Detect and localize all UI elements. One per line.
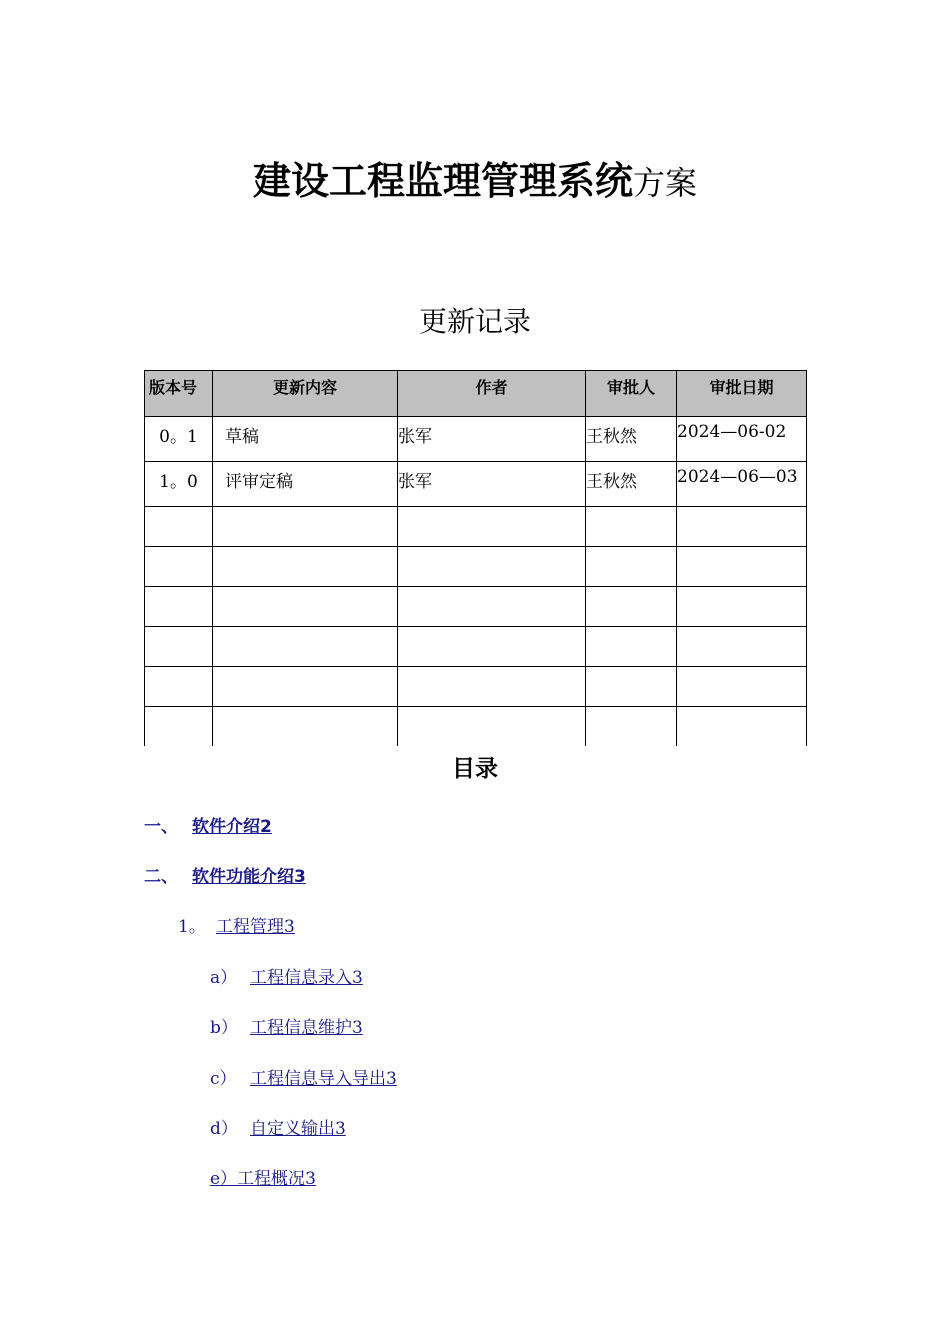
empty-cell [398,507,586,547]
toc-number: 一、 [144,817,178,837]
toc-number: d） [210,1119,238,1139]
empty-cell [586,507,677,547]
empty-table-row [145,667,807,707]
document-title-main: 建设工程监理管理系统 [252,159,633,203]
cell-approver: 王秋然 [586,462,677,507]
toc-page: 3 [352,1018,363,1038]
empty-cell [586,707,677,747]
cell-version: 1。0 [145,462,213,507]
cell-author: 张军 [398,462,586,507]
cell-content: 评审定稿 [213,462,398,507]
empty-cell [677,587,807,627]
empty-cell [398,627,586,667]
toc-label: 软件功能介绍 [192,867,294,887]
header-author: 作者 [398,371,586,417]
empty-cell [586,627,677,667]
empty-cell [398,667,586,707]
toc-title: 目录 [452,756,498,782]
empty-table-row [145,587,807,627]
cell-version: 0。1 [145,417,213,462]
document-title-suffix: 方案 [633,164,698,202]
empty-cell [213,587,398,627]
toc-number: e） [210,1169,238,1189]
toc-link-software-features[interactable] [144,862,306,887]
header-content: 更新内容 [213,371,398,417]
table-row [145,417,807,462]
empty-cell [677,627,807,667]
toc-number: 二、 [144,867,178,887]
toc-label: 工程概况 [237,1169,306,1189]
toc-page: 3 [305,1169,316,1189]
empty-cell [398,547,586,587]
empty-cell [213,507,398,547]
toc-link-custom-output[interactable] [210,1114,346,1139]
revision-header-row [145,371,807,417]
empty-cell [145,627,213,667]
empty-cell [145,587,213,627]
empty-cell [677,667,807,707]
toc-number: c） [210,1069,237,1089]
empty-cell [145,667,213,707]
toc-link-software-intro[interactable] [144,812,272,837]
toc-label: 软件介绍 [192,817,260,837]
empty-table-row [145,707,807,747]
empty-table-row [145,507,807,547]
toc-link-project-info-import-export[interactable] [210,1064,397,1089]
toc-page: 3 [294,867,306,887]
empty-cell [145,547,213,587]
table-row [145,462,807,507]
toc-label: 工程信息维护 [250,1018,352,1038]
toc-page: 3 [386,1069,397,1089]
empty-cell [677,547,807,587]
empty-cell [398,707,586,747]
empty-cell [213,547,398,587]
toc-page: 3 [284,917,295,937]
update-record-heading: 更新记录 [418,305,531,338]
empty-cell [145,507,213,547]
toc-link-project-info-maintenance[interactable] [210,1013,363,1038]
empty-cell [586,667,677,707]
toc-label: 工程管理 [216,917,284,937]
toc-page: 2 [260,817,272,837]
toc-label: 工程信息导入导出 [250,1069,386,1089]
empty-cell [213,707,398,747]
empty-table-row [145,547,807,587]
toc-number: a） [210,968,238,988]
revision-table [144,370,807,746]
empty-cell [398,587,586,627]
header-approval-date: 审批日期 [677,371,807,417]
empty-cell [213,627,398,667]
toc-label: 自定义输出 [250,1119,335,1139]
toc-number: b） [210,1018,238,1038]
toc-page: 3 [352,968,363,988]
cell-content: 草稿 [213,417,398,462]
cell-approver: 王秋然 [586,417,677,462]
empty-cell [586,587,677,627]
cell-author: 张军 [398,417,586,462]
cell-approval-date: 2024—06-02 [677,417,807,462]
empty-cell [213,667,398,707]
header-approver: 审批人 [586,371,677,417]
empty-table-row [145,627,807,667]
empty-cell [586,547,677,587]
empty-cell [677,507,807,547]
toc-number: 1。 [178,917,206,937]
cell-approval-date: 2024—06—03 [677,462,807,507]
header-version: 版本号 [145,371,213,417]
toc-page: 3 [335,1119,346,1139]
toc-label: 工程信息录入 [250,968,352,988]
document-title [0,150,950,205]
toc-link-project-management[interactable] [178,912,295,937]
empty-cell [145,707,213,747]
empty-cell [677,707,807,747]
toc-link-project-overview[interactable] [210,1164,316,1189]
toc-link-project-info-entry[interactable] [210,963,363,988]
